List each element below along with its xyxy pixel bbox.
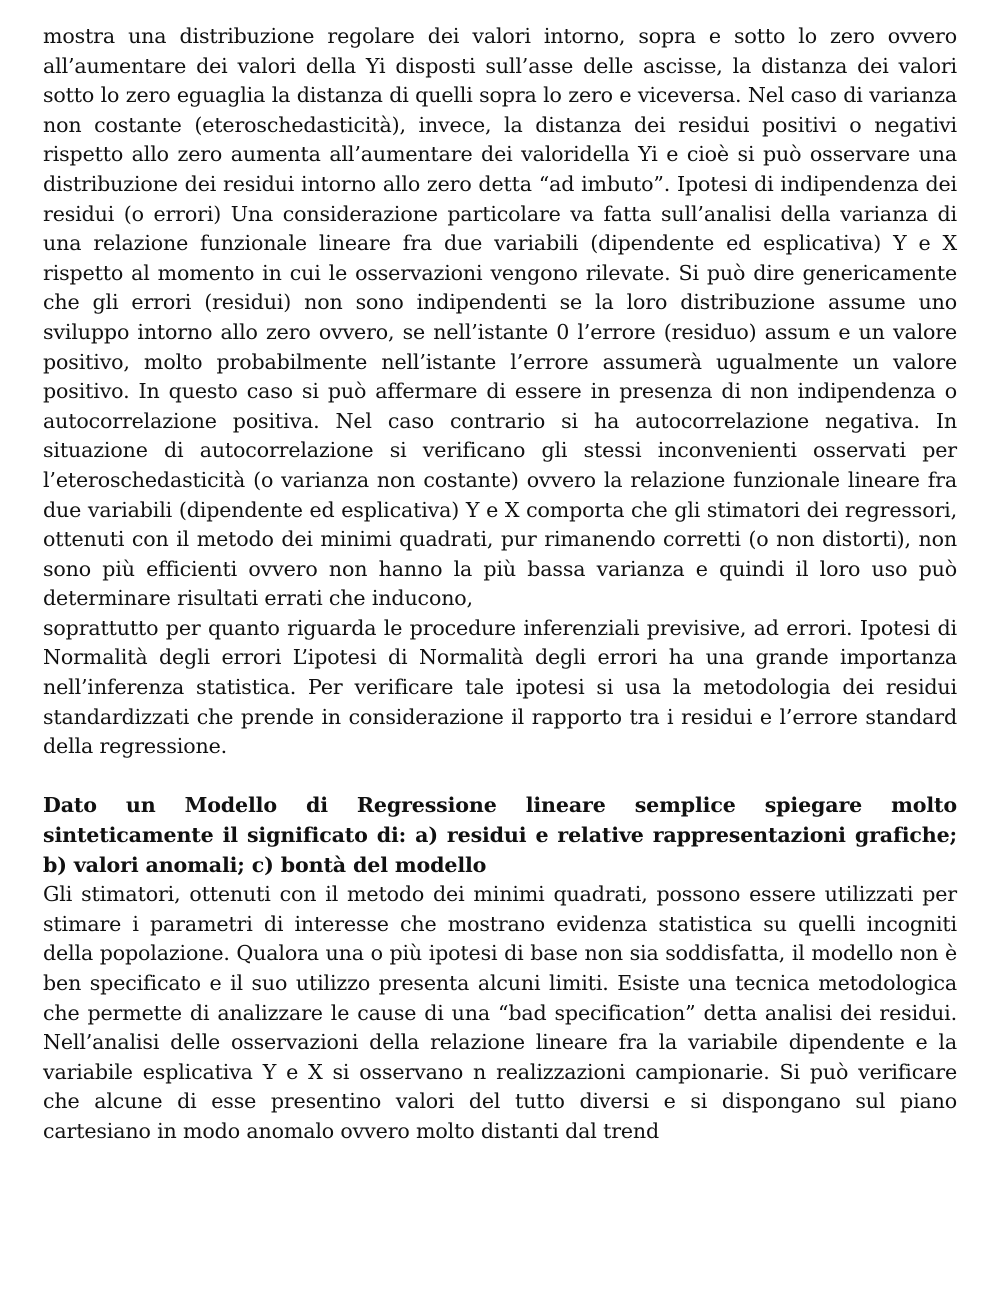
paragraph-spacer — [43, 762, 957, 792]
section-heading: Dato un Modello di Regressione lineare semplice spiegare molto sinteticamente il significato di: a) residui e relative rappresentazioni grafiche; b) valori anomali; c) bontà del modello — [43, 793, 957, 877]
body-paragraph: mostra una distribuzione regolare dei valori intorno, sopra e sotto lo zero ovvero all’aumentare dei valori della Yi disposti sull’asse delle ascisse, la distanza dei valori sotto lo zero eguaglia la distanza di quelli sopra lo zero e viceversa. Nel caso di varianza non costante (eteroschedasticità), invece, la distanza dei residui positivi o negativi rispetto allo zero aumenta all’aumentare dei valoridella Yi e cioè si può osservare una distribuzione dei residui intorno allo zero detta “ad imbuto”. Ipotesi di indipendenza dei residui (o errori) Una considerazione particolare va fatta sull’analisi della varianza di una relazione funzionale lineare fra due variabili (dipendente ed esplicativa) Y e X rispetto al momento in cui le osservazioni vengono rilevate. Si può dire genericamente che gli errori (residui) non sono indipendenti se la loro distribuzione assume uno sviluppo intorno allo zero ovvero, se nell’istante 0 l’errore (residuo) assum e un valore positivo, molto probabilmente nell’istante l’errore assumerà ugualmente un valore positivo. In questo caso si può affermare di essere in presenza di non indipendenza o autocorrelazione positiva. Nel caso contrario si ha autocorrelazione negativa. In situazione di autocorrelazione si verificano gli stessi inconvenienti osservati per l’eteroschedasticità (o varianza non costante) ovvero la relazione funzionale lineare fra due variabili (dipendente ed esplicativa) Y e X comporta che gli stimatori dei regressori, ottenuti con il metodo dei minimi quadrati, pur rimanendo corretti (o non distorti), non sono più efficienti ovvero non hanno la più bassa varianza e quindi il loro uso può determinare risultati errati che inducono, — [43, 24, 957, 611]
body-paragraph: soprattutto per quanto riguarda le procedure inferenziali previsive, ad errori. Ipotesi di Normalità degli errori L’ipotesi di Normalità degli errori ha una grande importanza nell’inferenza statistica. Per verificare tale ipotesi si usa la metodologia dei residui standardizzati che prende in considerazione il rapporto tra i residui e l’errore standard della regressione. — [43, 615, 957, 759]
body-paragraph: Gli stimatori, ottenuti con il metodo dei minimi quadrati, possono essere utilizzati per stimare i parametri di interesse che mostrano evidenza statistica su quelli incogniti della popolazione. Qualora una o più ipotesi di base non sia soddisfatta, il modello non è ben specificato e il suo utilizzo presenta alcuni limiti. Esiste una tecnica metodologica che permette di analizzare le cause di una “bad specification” detta analisi dei residui. Nell’analisi delle osservazioni della relazione lineare fra la variabile dipendente e la variabile esplicativa Y e X si osservano n realizzazioni campionarie. Si può verificare che alcune di esse presentino valori del tutto diversi e si dispongano sul piano cartesiano in modo anomalo ovvero molto distanti dal trend — [43, 882, 957, 1143]
document-page — [43, 22, 957, 1147]
